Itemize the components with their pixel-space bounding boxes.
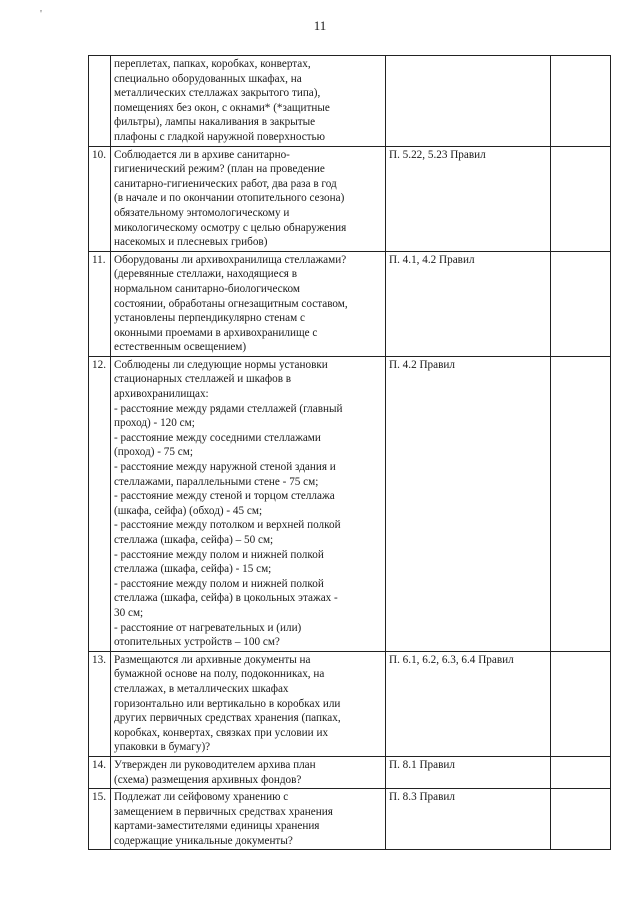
text-line: архивохранилищах:	[114, 388, 209, 401]
text-line: горизонтально или вертикально в коробках или	[114, 697, 341, 710]
text-line: стеллажами, параллельными стене - 75 см;	[114, 475, 319, 488]
text-line: переплетах, папках, коробках, конвертах,	[114, 58, 311, 70]
text-line: содержащие уникальные документы?	[114, 834, 293, 847]
requirement-text	[111, 651, 386, 756]
text-line: Оборудованы ли архивохранилища стеллажами?	[114, 253, 347, 266]
text-line: (шкафа, сейфа) (обход) - 45 см;	[114, 504, 263, 517]
notes-cell	[551, 56, 611, 147]
text-line: Подлежат ли сейфовому хранению с	[114, 791, 289, 804]
row-number: 12.	[89, 356, 111, 651]
requirement-text	[111, 789, 386, 850]
text-line: коробках, конвертах, связках при условии их	[114, 726, 329, 739]
table-row	[89, 756, 611, 788]
text-line: - расстояние от нагревательных и (или)	[114, 621, 302, 634]
notes-cell	[551, 356, 611, 651]
row-number	[89, 56, 111, 147]
table-row	[89, 356, 611, 651]
row-number: 15.	[89, 789, 111, 850]
text-line: специально оборудованных шкафах, на	[114, 72, 302, 85]
requirements-table	[88, 55, 611, 850]
rule-reference: П. 6.1, 6.2, 6.3, 6.4 Правил	[386, 651, 551, 756]
text-line: гигиенический режим? (план на проведение	[114, 163, 325, 176]
text-line: (схема) размещения архивных фондов?	[114, 773, 302, 786]
text-line: естественным освещением)	[114, 341, 247, 354]
text-line: микологическому осмотру с целью обнаружения	[114, 221, 347, 234]
text-line: стеллажа (шкафа, сейфа) – 50 см;	[114, 534, 274, 546]
text-line: отопительных устройств – 100 см?	[114, 636, 280, 649]
text-line: бумажной основе на полу, подоконниках, на	[114, 668, 325, 681]
table-row	[89, 56, 611, 147]
requirement-text	[111, 146, 386, 251]
notes-cell	[551, 251, 611, 356]
text-line: - расстояние между наружной стеной здания и	[114, 461, 336, 474]
page-number: 11	[313, 18, 327, 33]
text-line: других первичных средствах хранения (папках,	[114, 712, 341, 725]
table-row	[89, 651, 611, 756]
text-line: насекомых и плесневых грибов)	[114, 236, 268, 249]
text-line: - расстояние между потолком и верхней полкой	[114, 519, 341, 532]
corner-mark: '	[40, 8, 42, 20]
text-line: стеллажа (шкафа, сейфа) в цокольных этажах -	[114, 592, 338, 605]
rule-reference: П. 4.1, 4.2 Правил	[386, 251, 551, 356]
text-line: (в начале и по окончании отопительного сезона)	[114, 192, 345, 205]
notes-cell	[551, 756, 611, 788]
text-line: обязательному энтомологическому и	[114, 206, 290, 219]
requirement-text	[111, 251, 386, 356]
text-line: металлических стеллажах закрытого типа),	[114, 87, 321, 100]
text-line: 30 см;	[114, 606, 144, 619]
row-number: 11.	[89, 251, 111, 356]
row-number: 10.	[89, 146, 111, 251]
text-line: состоянии, обработаны огнезащитным составом,	[114, 297, 348, 310]
text-line: Утвержден ли руководителем архива план	[114, 758, 316, 771]
rule-reference: П. 4.2 Правил	[386, 356, 551, 651]
text-line: стационарных стеллажей и шкафов в	[114, 373, 292, 386]
text-line: (проход) - 75 см;	[114, 446, 193, 459]
text-line: - расстояние между полом и нижней полкой	[114, 577, 324, 590]
table-row	[89, 789, 611, 850]
rule-reference: П. 5.22, 5.23 Правил	[386, 146, 551, 251]
rule-reference: П. 8.1 Правил	[386, 756, 551, 788]
text-line: плафоны с гладкой наружной поверхностью	[114, 130, 326, 143]
notes-cell	[551, 146, 611, 251]
requirement-text	[111, 56, 386, 147]
text-line: замещением в первичных средствах хранения	[114, 805, 333, 818]
text-line: санитарно-гигиенических работ, два раза в год	[114, 177, 337, 190]
text-line: фильтры), лампы накаливания в закрытые	[114, 116, 316, 129]
text-line: - расстояние между полом и нижней полкой	[114, 548, 324, 561]
text-line: Соблюдается ли в архиве санитарно-	[114, 148, 290, 161]
text-line: - расстояние между рядами стеллажей (главный	[114, 402, 343, 415]
table-row	[89, 146, 611, 251]
text-line: помещениях без окон, с окнами* (*защитные	[114, 101, 330, 114]
text-line: Размещаются ли архивные документы на	[114, 653, 311, 666]
table-row	[89, 251, 611, 356]
text-line: Соблюдены ли следующие нормы установки	[114, 358, 328, 371]
text-line: картами-заместителями единицы хранения	[114, 820, 320, 833]
text-line: стеллажах, в металлических шкафах	[114, 682, 289, 695]
rule-reference: П. 8.3 Правил	[386, 789, 551, 850]
row-number: 13.	[89, 651, 111, 756]
row-number: 14.	[89, 756, 111, 788]
text-line: - расстояние между соседними стеллажами	[114, 431, 321, 444]
text-line: упаковки в бумагу)?	[114, 741, 211, 754]
notes-cell	[551, 651, 611, 756]
text-line: нормальном санитарно-биологическом	[114, 282, 300, 295]
text-line: (деревянные стеллажи, находящиеся в	[114, 268, 298, 281]
rule-reference	[386, 56, 551, 147]
text-line: стеллажа (шкафа, сейфа) - 15 см;	[114, 563, 272, 576]
requirement-text	[111, 356, 386, 651]
text-line: - расстояние между стеной и торцом стеллажа	[114, 490, 335, 503]
text-line: проход) - 120 см;	[114, 417, 195, 430]
text-line: установлены перпендикулярно стенам с	[114, 312, 305, 325]
requirement-text	[111, 756, 386, 788]
text-line: оконными проемами в архивохранилище с	[114, 326, 318, 339]
notes-cell	[551, 789, 611, 850]
